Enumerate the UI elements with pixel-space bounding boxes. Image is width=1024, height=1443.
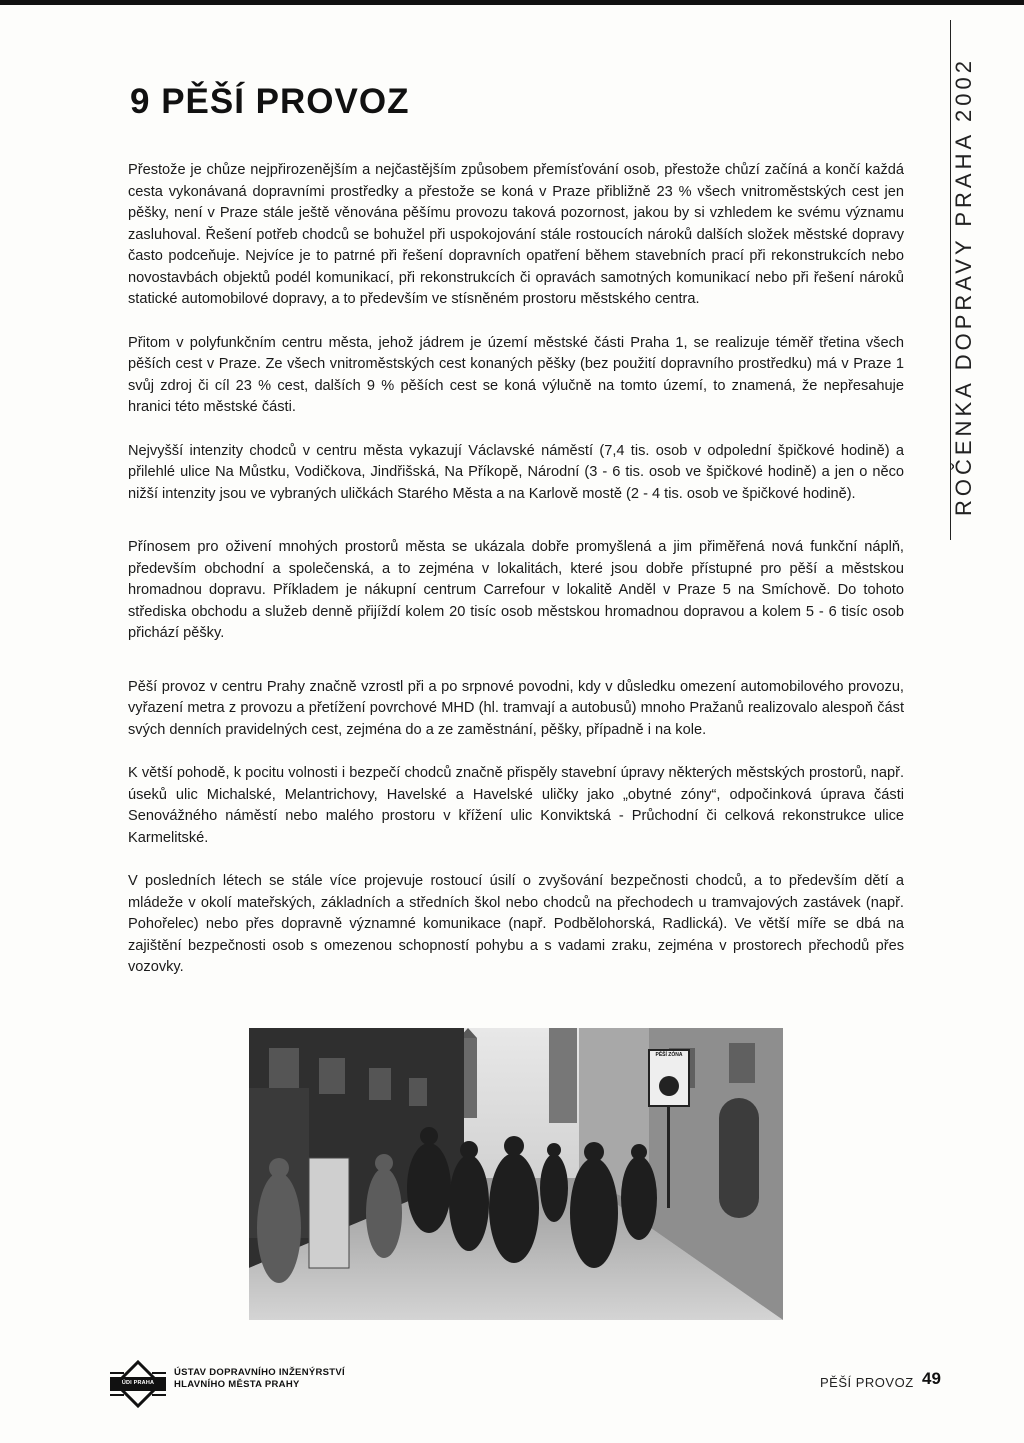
paragraph-3: Nejvyšší intenzity chodců v centru města vykazují Václavské náměstí (7,4 tis. osob v odpolední špičkové hodině) a přilehlé ulice Na Můstku, Vodičkova, Jindřišská, Na Příkopě, Národní (3 - 6 tis. osob ve špičkové hodině) a jen o něco nižší intenzity jsou ve vybraných uličkách Starého Města a na Karlově mostě (2 - 4 tis. osob ve špičkové hodině).: [128, 442, 904, 502]
paragraph-1: Přestože je chůze nejpřirozenějším a nejčastějším způsobem přemísťování osob, přestože chůzí začíná a končí každá cesta vykonávaná dopravními prostředky a přestože se koná v Praze přibližně 23 % všech vnitroměstských cest jen pěšky, není v Praze stále ještě věnována pěšímu provozu taková pozornost, jakou by si vzhledem ke svému významu zasluhoval. Řešení potřeb chodců se bohužel při uspokojování stále rostoucích nároků dalších složek městské dopravy často podceňuje. Nejvíce je to patrné při řešení dopravních opatření během stavebních prací při rekonstrukcích nebo novostavbách objektů podél komunikací, při rekonstrukcích či opravách samotných komunikací nebo při řešení nároků statické automobilové dopravy, a to především ve stísněném prostoru městského centra.: [128, 162, 904, 307]
page-footer: [110, 1360, 960, 1410]
top-rule: [0, 0, 1024, 5]
paragraph-4: Přínosem pro oživení mnohých prostorů města se ukázala dobře promyšlená a jim přiměřená nová funkční náplň, především obchodní a společenská, a to zejména v lokalitách, které jsou dobře přístupné pro pěší a městskou hromadnou dopravu. Příkladem je nákupní centrum Carrefour v lokalitě Anděl v Praze 5 na Smíchově. Do tohoto střediska obchodu a služeb denně přijíždí kolem 20 tisíc osob městskou hromadnou dopravou a kolem 5 - 6 tisíc osob přichází pěšky.: [128, 539, 904, 641]
pedestrian-street-image: [249, 1028, 783, 1320]
footer-section-title: PĚŠÍ PROVOZ: [820, 1375, 914, 1390]
organization-line-2: HLAVNÍHO MĚSTA PRAHY: [174, 1379, 300, 1390]
logo-text: ÚDI PRAHA: [121, 1380, 155, 1386]
pedestrian-zone-sign: PĚŠÍ ZÓNA: [655, 1052, 683, 1058]
page-number: 49: [922, 1369, 941, 1388]
paragraph-7: V posledních létech se stále více projevuje rostoucí úsilí o zvyšování bezpečnosti chodců, a to především dětí a mládeže v okolí mateřských, základních a středních škol nebo chodců na přechodech u tramvajových zastávek (např. Pohořelec) nebo přes dopravně významné komunikace (např. Podbělohorská, Radlická). Ve větší míře se dbá na zajištění bezpečnosti osob s omezenou schopností pohybu a s vadami zraku, zejména v prostorech přechodů přes vozovky.: [128, 873, 904, 975]
article-body: [128, 160, 904, 1001]
paragraph-6: K větší pohodě, k pocitu volnosti i bezpečí chodců značně přispěly stavební úpravy některých městských prostorů, např. úseků ulic Michalské, Melantrichovy, Havelské a Havelské uličky jako „obytné zóny“, odpočinková úprava části Senovážného náměstí nebo malého prostoru v křížení ulic Konviktská - Průchodní či celková rekonstrukce ulice Karmelitské.: [128, 765, 904, 846]
yearbook-side-label: ROČENKA DOPRAVY PRAHA 2002: [951, 57, 976, 516]
page-title: 9 PĚŠÍ PROVOZ: [130, 82, 410, 121]
street-photo: [249, 1028, 783, 1320]
paragraph-2: Přitom v polyfunkčním centru města, jehož jádrem je území městské části Praha 1, se realizuje téměř třetina všech pěších cest v Praze. Ze všech vnitroměstských cest konaných pěšky (bez použití dopravního prostředku) má v Praze 1 svůj zdroj či cíl 23 % cest, dalších 9 % pěších cest se koná výlučně na tomto území, to znamená, že nepřesahuje hranici této městské části.: [128, 334, 904, 415]
organization-name: [174, 1367, 345, 1391]
paragraph-5: Pěší provoz v centru Prahy značně vzrostl při a po srpnové povodni, kdy v důsledku omezení automobilového provozu, vyřazení metra z provozu a přetížení povrchové MHD (hl. tramvají a autobusů) mnoho Pražanů realizovalo alespoň část svých denních pravidelných cest, zejména do a ze zaměstnání, pěšky, případně i na kole.: [128, 678, 904, 738]
organization-line-1: ÚSTAV DOPRAVNÍHO INŽENÝRSTVÍ: [174, 1367, 345, 1378]
